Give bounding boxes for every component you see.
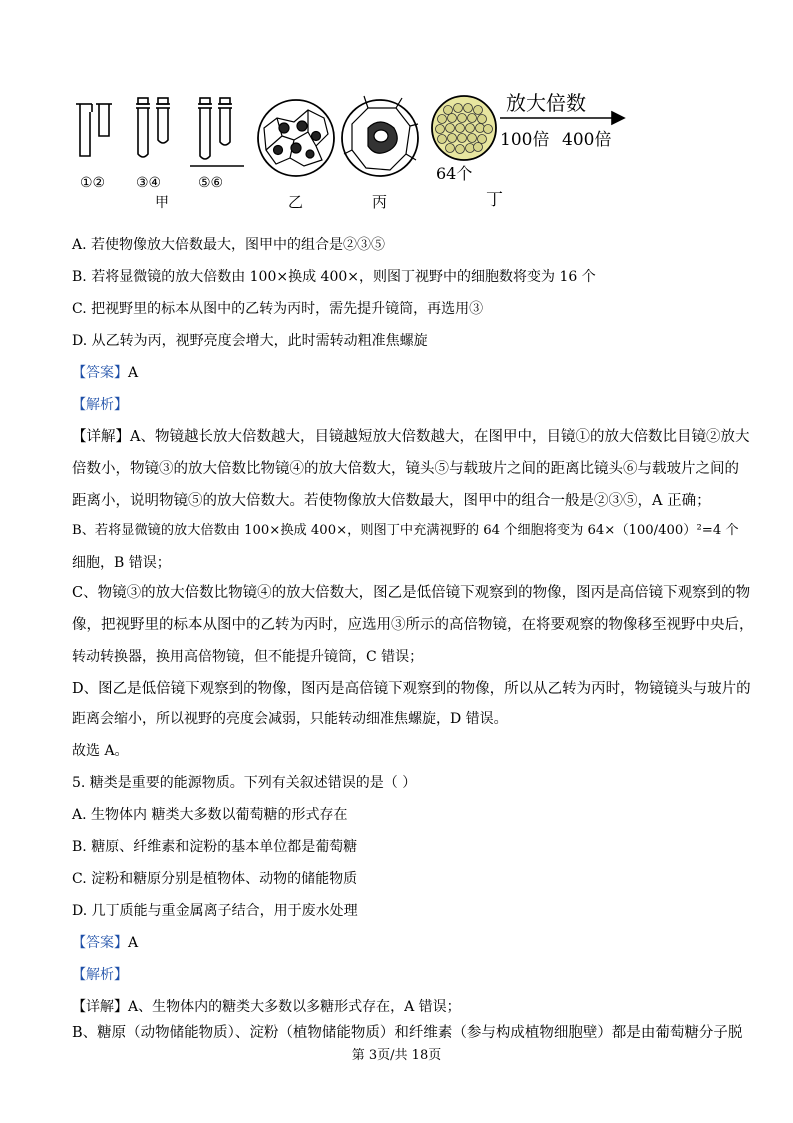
answer-value: A — [128, 365, 139, 381]
view-bing-high-power — [342, 96, 418, 176]
q4-answer — [72, 364, 138, 382]
label-bing: 丙 — [372, 193, 388, 211]
q5-detail-line-1: 【详解】A、生物体内的糖类大多数以多糖形式存在，A 错误； — [72, 999, 461, 1015]
eyepiece-lenses — [76, 104, 112, 156]
q4-conclusion: 故选 A。 — [72, 743, 129, 759]
q4-detail-line-3: 距离小，说明物镜⑤的放大倍数大。若使物像放大倍数最大，图甲中的组合一般是②③⑤，A 正确； — [72, 493, 711, 509]
magnification-title: 放大倍数 — [506, 91, 586, 115]
q5-option-a: A. 生物体内 糖类大多数以葡萄糖的形式存在 — [72, 807, 348, 823]
q4-detail-line-4: B、若将显微镜的放大倍数由 100×换成 400×，则图丁中充满视野的 64 个细胞将变为 64×（100/400）²=4 个 — [72, 523, 739, 538]
label-34: ③④ — [136, 175, 162, 191]
label-yi: 乙 — [288, 193, 304, 211]
q4-option-b: B. 若将显微镜的放大倍数由 100×换成 400×，则图丁视野中的细胞数将变为 16 个 — [72, 269, 596, 285]
magnification-low: 100倍 — [500, 130, 550, 150]
microscope-figure — [72, 88, 632, 218]
q4-option-c: C. 把视野里的标本从图中的乙转为丙时，需先提升镜筒，再选用③ — [72, 301, 484, 317]
answer-tag: 【答案】 — [72, 365, 128, 381]
q4-option-a: A. 若使物像放大倍数最大，图甲中的组合是②③⑤ — [72, 237, 386, 253]
q4-detail-line-1: 【详解】A、物镜越长放大倍数越大，目镜越短放大倍数越大，在图甲中，目镜①的放大倍数比目镜②放大 — [72, 429, 750, 445]
magnification-high: 400倍 — [562, 130, 612, 150]
page-footer: 第 3页/共 18页 — [351, 1048, 442, 1063]
q5-option-c: C. 淀粉和糖原分别是植物体、动物的储能物质 — [72, 871, 358, 887]
answer-value: A — [128, 935, 139, 951]
q4-detail-line-2: 倍数小，物镜③的放大倍数比物镜④的放大倍数大，镜头⑤与载玻片之间的距离比镜头⑥与载玻片之间的 — [72, 461, 739, 477]
answer-tag: 【答案】 — [72, 935, 128, 951]
view-yi-low-power — [258, 100, 334, 176]
q4-detail-line-9: D、图乙是低倍镜下观察到的物像，图丙是高倍镜下观察到的物像，所以从乙转为丙时，物镜镜头与玻片的 — [72, 681, 751, 697]
q5-detail-line-2: B、糖原（动物储能物质）、淀粉（植物储能物质）和纤维素（参与构成植物细胞壁）都是由葡萄糖分子脱 — [72, 1025, 743, 1041]
q4-detail-line-7: 像，把视野里的标本从图中的乙转为丙时，应选用③所示的高倍物镜，在将要观察的物像移至视野中央后， — [72, 617, 754, 633]
q5-answer — [72, 934, 138, 952]
label-12: ①② — [80, 175, 106, 191]
q5-stem: 5. 糖类是重要的能源物质。下列有关叙述错误的是（ ） — [72, 775, 417, 791]
q4-analysis-tag — [72, 396, 128, 414]
analysis-tag: 【解析】 — [72, 967, 128, 983]
q4-detail-line-6: C、物镜③的放大倍数比物镜④的放大倍数大，图乙是低倍镜下观察到的物像，图丙是高倍镜下观察到的物 — [72, 585, 751, 601]
label-jia: 甲 — [155, 195, 169, 211]
detail-tag: 【详解】 — [72, 429, 130, 445]
q5-option-d: D. 几丁质能与重金属离子结合，用于废水处理 — [72, 903, 358, 919]
q5-option-b: B. 糖原、纤维素和淀粉的基本单位都是葡萄糖 — [72, 839, 358, 855]
detail-tag: 【详解】 — [72, 999, 128, 1015]
analysis-tag: 【解析】 — [72, 397, 128, 413]
objective-lenses-56 — [190, 98, 244, 166]
label-ding: 丁 — [486, 190, 503, 210]
q4-detail-line-10: 距离会缩小，所以视野的亮度会减弱，只能转动细准焦螺旋，D 错误。 — [72, 711, 508, 727]
q5-analysis-tag — [72, 966, 128, 984]
q4-detail-line-5: 细胞，B 错误； — [72, 555, 171, 571]
q4-detail-line-8: 转动转换器，换用高倍物镜，但不能提升镜筒，C 错误； — [72, 649, 424, 665]
label-cell-count: 64个 — [436, 164, 473, 183]
objective-lenses-34 — [136, 98, 170, 157]
q4-option-d: D. 从乙转为丙，视野亮度会增大，此时需转动粗准焦螺旋 — [72, 333, 428, 349]
label-56: ⑤⑥ — [198, 175, 224, 191]
view-ding-cells — [432, 96, 496, 160]
